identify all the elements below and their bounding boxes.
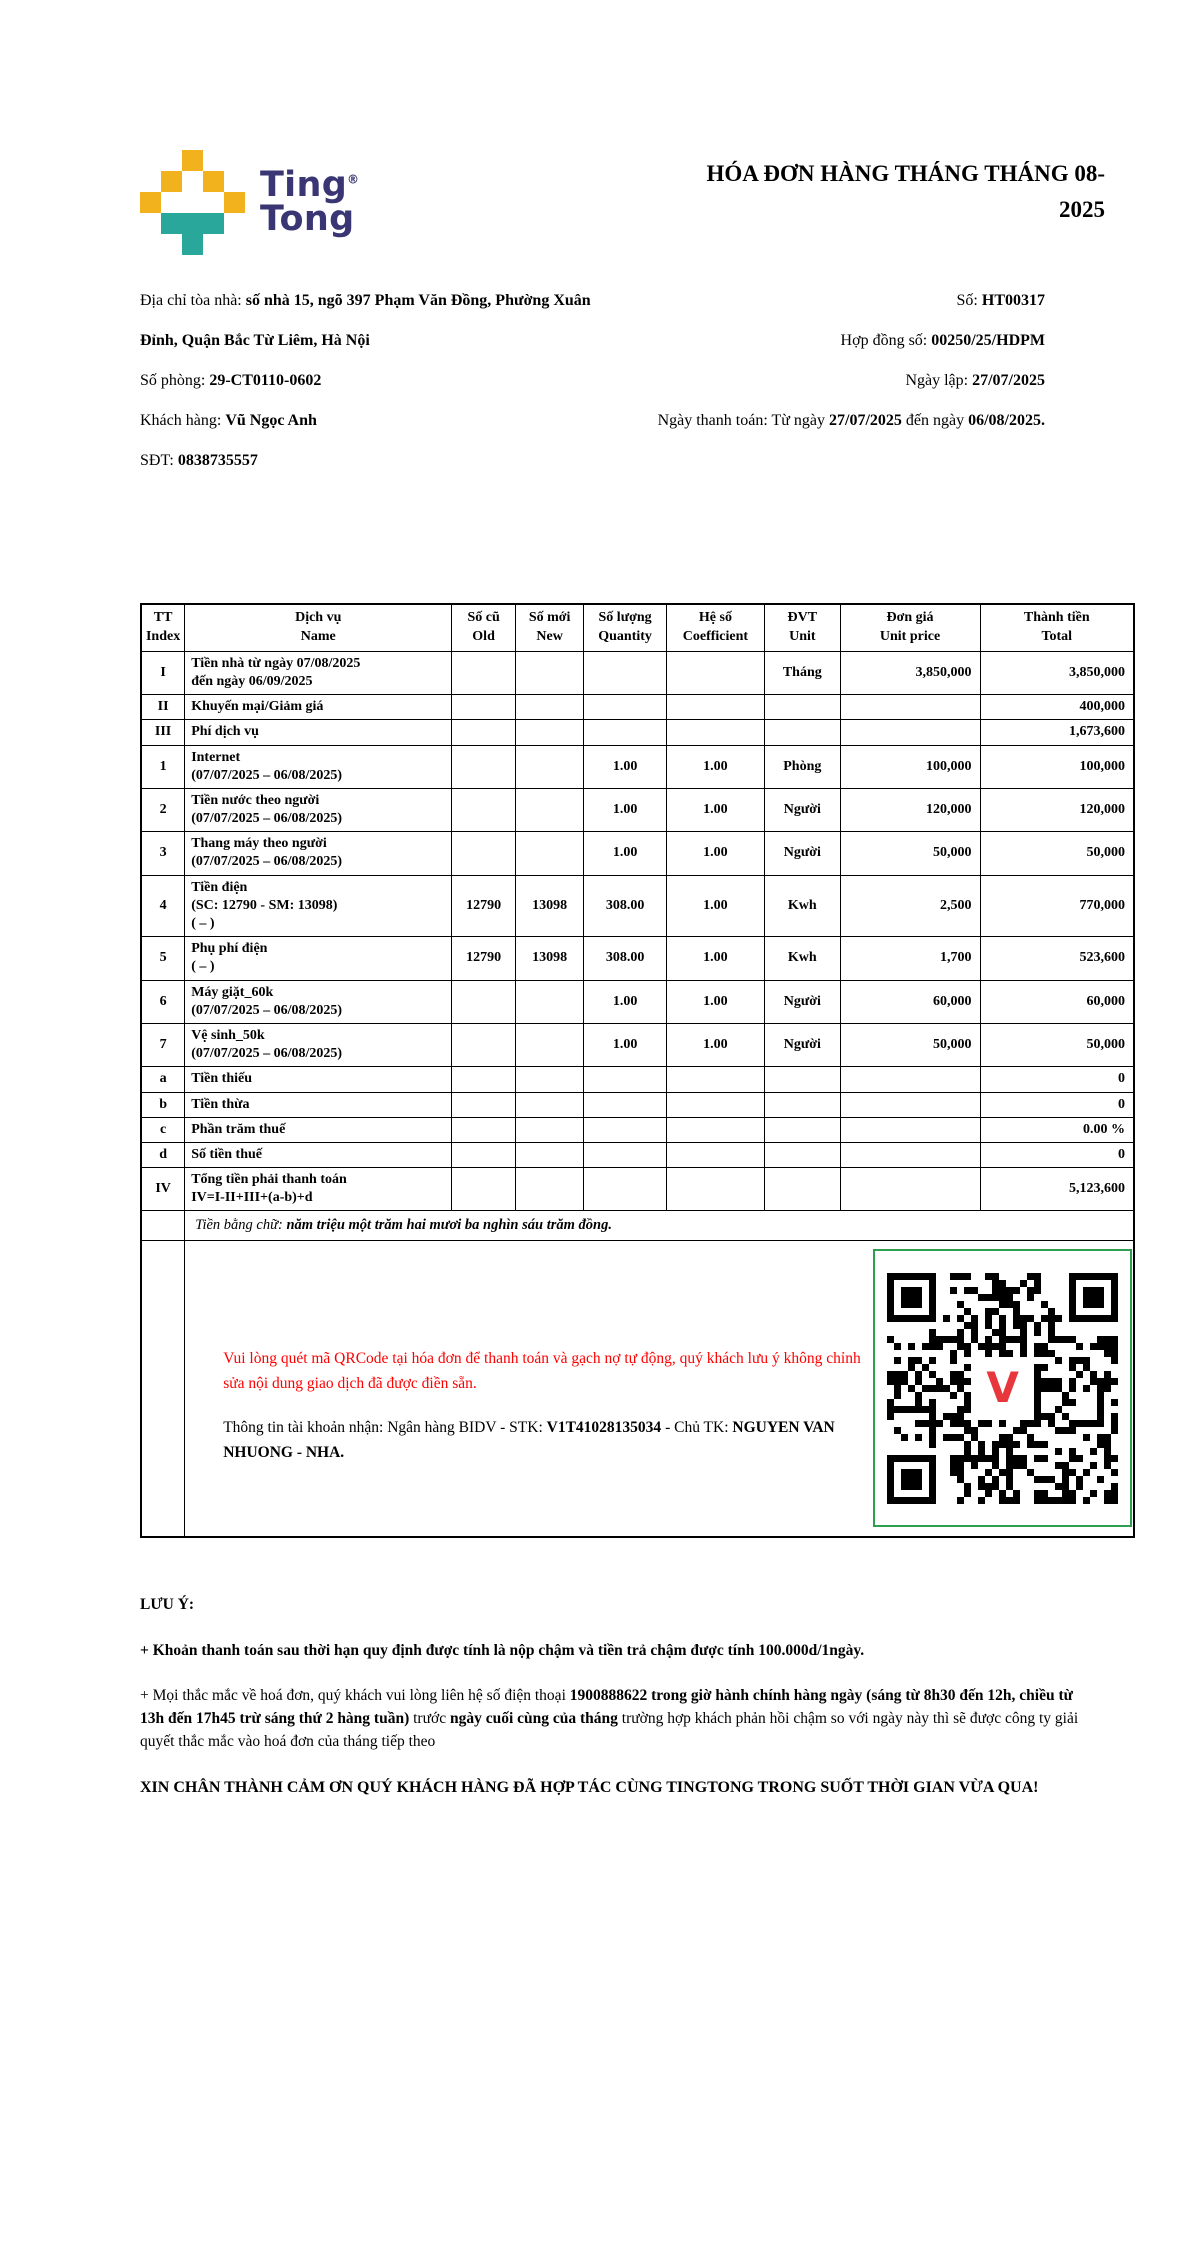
cell-new xyxy=(515,1168,584,1211)
cell-old xyxy=(452,980,516,1023)
cell-total: 5,123,600 xyxy=(980,1168,1134,1211)
cell-total: 60,000 xyxy=(980,980,1134,1023)
tingtong-logo xyxy=(140,150,359,255)
cell-coef xyxy=(666,1067,764,1092)
cell-coef xyxy=(666,695,764,720)
cell-coef xyxy=(666,1142,764,1167)
cell-unit: Người xyxy=(765,1023,840,1066)
cell-unit: Người xyxy=(765,788,840,831)
col-header-quantity: Số lượng Quantity xyxy=(584,604,666,651)
cell-coef xyxy=(666,1117,764,1142)
payment-qr-row xyxy=(141,1241,1134,1538)
cell-price: 120,000 xyxy=(840,788,980,831)
cell-coef xyxy=(666,1168,764,1211)
table-row xyxy=(141,937,1134,980)
cell-index: 5 xyxy=(141,937,185,980)
cell-price: 60,000 xyxy=(840,980,980,1023)
cell-old xyxy=(452,1067,516,1092)
cell-new xyxy=(515,1023,584,1066)
vietqr-v-icon: V xyxy=(977,1362,1029,1414)
col-header-name: Dịch vụ Name xyxy=(185,604,452,651)
cell-unit: Phòng xyxy=(765,745,840,788)
cell-total: 100,000 xyxy=(980,745,1134,788)
cell-name: Khuyến mại/Giảm giá xyxy=(185,695,452,720)
cell-name: Tiền thừa xyxy=(185,1092,452,1117)
table-row xyxy=(141,745,1134,788)
cell-qty xyxy=(584,695,666,720)
cell-index: d xyxy=(141,1142,185,1167)
cell-old xyxy=(452,1092,516,1117)
cell-qty: 308.00 xyxy=(584,875,666,937)
invoice-header xyxy=(140,150,1135,255)
cell-price: 1,700 xyxy=(840,937,980,980)
cell-new xyxy=(515,1067,584,1092)
cell-unit: Người xyxy=(765,832,840,875)
cell-old xyxy=(452,651,516,694)
customer-phone: SĐT: 0838735557 xyxy=(140,452,258,469)
cell-name: Tổng tiền phải thanh toán IV=I-II+III+(a-b)+d xyxy=(185,1168,452,1211)
late-payment-note: + Khoản thanh toán sau thời hạn quy định được tính là nộp chậm và tiền trả chậm được tính 100.000d/1ngày. xyxy=(140,1641,865,1659)
cell-name: Phần trăm thuế xyxy=(185,1117,452,1142)
cell-old xyxy=(452,745,516,788)
notes-heading: LƯU Ý: xyxy=(140,1596,195,1614)
cell-name: Máy giặt_60k (07/07/2025 – 06/08/2025) xyxy=(185,980,452,1023)
col-header-unit-price: Đơn giá Unit price xyxy=(840,604,980,651)
table-row xyxy=(141,1067,1134,1092)
col-header-unit: ĐVT Unit xyxy=(765,604,840,651)
cell-index: III xyxy=(141,720,185,745)
cell-name: Tiền thiếu xyxy=(185,1067,452,1092)
cell-index: 3 xyxy=(141,832,185,875)
invoice-number: Số: HT00317 xyxy=(956,292,1045,309)
invoice-table xyxy=(140,603,1135,1538)
cell-total: 50,000 xyxy=(980,1023,1134,1066)
cell-unit xyxy=(765,1092,840,1117)
cell-coef: 1.00 xyxy=(666,788,764,831)
cell-qty: 1.00 xyxy=(584,745,666,788)
cell-coef: 1.00 xyxy=(666,875,764,937)
cell-price: 50,000 xyxy=(840,1023,980,1066)
cell-price: 3,850,000 xyxy=(840,651,980,694)
cell-name: Phí dịch vụ xyxy=(185,720,452,745)
cell-index: 1 xyxy=(141,745,185,788)
cell-unit xyxy=(765,720,840,745)
cell-old xyxy=(452,832,516,875)
cell-coef xyxy=(666,720,764,745)
cell-total: 0 xyxy=(980,1092,1134,1117)
table-row xyxy=(141,788,1134,831)
table-row xyxy=(141,1142,1134,1167)
cell-name: Số tiền thuế xyxy=(185,1142,452,1167)
col-header-index: TT Index xyxy=(141,604,185,651)
cell-name: Internet (07/07/2025 – 06/08/2025) xyxy=(185,745,452,788)
cell-price xyxy=(840,695,980,720)
cell-coef: 1.00 xyxy=(666,980,764,1023)
cell-name: Vệ sinh_50k (07/07/2025 – 06/08/2025) xyxy=(185,1023,452,1066)
cell-old xyxy=(452,695,516,720)
cell-coef xyxy=(666,651,764,694)
cell-new xyxy=(515,980,584,1023)
payment-qr-code xyxy=(873,1249,1132,1527)
cell-unit: Kwh xyxy=(765,875,840,937)
cell-old xyxy=(452,1117,516,1142)
table-row xyxy=(141,1023,1134,1066)
cell-index: II xyxy=(141,695,185,720)
cell-unit xyxy=(765,1168,840,1211)
cell-total: 400,000 xyxy=(980,695,1134,720)
cell-price xyxy=(840,1117,980,1142)
col-header-old: Số cũ Old xyxy=(452,604,516,651)
amount-in-words-row xyxy=(141,1211,1134,1241)
cell-new: 13098 xyxy=(515,937,584,980)
table-row xyxy=(141,1117,1134,1142)
cell-new xyxy=(515,1092,584,1117)
cell-index: b xyxy=(141,1092,185,1117)
cell-coef: 1.00 xyxy=(666,745,764,788)
cell-qty: 308.00 xyxy=(584,937,666,980)
thank-you-note: XIN CHÂN THÀNH CẢM ƠN QUÝ KHÁCH HÀNG ĐÃ HỢP TÁC CÙNG TINGTONG TRONG SUỐT THỜI GIAN VỪA QUA! xyxy=(140,1778,1039,1796)
cell-qty xyxy=(584,1092,666,1117)
cell-index: IV xyxy=(141,1168,185,1211)
cell-qty xyxy=(584,651,666,694)
tingtong-pixel-arrow-icon xyxy=(140,150,245,255)
cell-old xyxy=(452,1168,516,1211)
cell-new xyxy=(515,745,584,788)
cell-total: 770,000 xyxy=(980,875,1134,937)
contract-number: Hợp đồng số: 00250/25/HDPM xyxy=(840,332,1045,349)
cell-name: Phụ phí điện ( – ) xyxy=(185,937,452,980)
cell-index: a xyxy=(141,1067,185,1092)
cell-qty xyxy=(584,1117,666,1142)
cell-qty: 1.00 xyxy=(584,980,666,1023)
cell-name: Thang máy theo người (07/07/2025 – 06/08/2025) xyxy=(185,832,452,875)
issue-date: Ngày lập: 27/07/2025 xyxy=(905,372,1045,389)
cell-index: c xyxy=(141,1117,185,1142)
table-row xyxy=(141,1092,1134,1117)
cell-coef: 1.00 xyxy=(666,937,764,980)
tingtong-wordmark: Ting® Tong xyxy=(260,165,360,239)
cell-price: 50,000 xyxy=(840,832,980,875)
cell-price xyxy=(840,1142,980,1167)
table-row xyxy=(141,875,1134,937)
cell-total: 523,600 xyxy=(980,937,1134,980)
hotline-note: + Mọi thắc mắc về hoá đơn, quý khách vui lòng liên hệ số điện thoại 1900888622 trong giờ hành chính hàng ngày (sáng từ 8h30 đến 12h, chiều từ 13h đến 17h45 trừ sáng thứ 2 hàng tuần) trước ngày cuối cùng của tháng trường hợp khách phản hồi chậm so với ngày này thì sẽ được công ty giải quyết thắc mắc vào hoá đơn của tháng tiếp theo xyxy=(140,1686,1079,1751)
cell-price: 100,000 xyxy=(840,745,980,788)
customer-name: Khách hàng: Vũ Ngọc Anh xyxy=(140,412,317,429)
cell-unit: Người xyxy=(765,980,840,1023)
cell-new: 13098 xyxy=(515,875,584,937)
invoice-table-header xyxy=(141,604,1134,651)
cell-old xyxy=(452,1142,516,1167)
cell-new xyxy=(515,832,584,875)
invoice-footer xyxy=(140,1593,1135,1799)
cell-qty xyxy=(584,1142,666,1167)
cell-total: 3,850,000 xyxy=(980,651,1134,694)
bank-account-info: Thông tin tài khoản nhận: Ngân hàng BIDV - STK: V1T41028135034 - Chủ TK: NGUYEN VAN NHUONG - NHA. xyxy=(223,1419,835,1462)
registered-mark: ® xyxy=(347,172,360,187)
customer-info xyxy=(140,281,598,481)
invoice-table-body xyxy=(141,651,1134,1211)
cell-new xyxy=(515,720,584,745)
cell-name: Tiền nước theo người (07/07/2025 – 06/08/2025) xyxy=(185,788,452,831)
payment-instructions xyxy=(185,1312,873,1466)
col-header-coefficient: Hệ số Coefficient xyxy=(666,604,764,651)
cell-qty: 1.00 xyxy=(584,1023,666,1066)
cell-old: 12790 xyxy=(452,937,516,980)
cell-total: 0.00 % xyxy=(980,1117,1134,1142)
cell-unit xyxy=(765,695,840,720)
cell-unit xyxy=(765,1067,840,1092)
cell-old xyxy=(452,720,516,745)
cell-qty: 1.00 xyxy=(584,788,666,831)
cell-qty: 1.00 xyxy=(584,832,666,875)
cell-old xyxy=(452,1023,516,1066)
qr-warning-note: Vui lòng quét mã QRCode tại hóa đơn để thanh toán và gạch nợ tự động, quý khách lưu ý không chỉnh sửa nội dung giao dịch đã được điền sẵn. xyxy=(223,1349,861,1392)
invoice-title: HÓA ĐƠN HÀNG THÁNG THÁNG 08- 2025 xyxy=(706,161,1105,222)
cell-total: 50,000 xyxy=(980,832,1134,875)
col-header-total: Thành tiền Total xyxy=(980,604,1134,651)
cell-qty xyxy=(584,1168,666,1211)
cell-coef: 1.00 xyxy=(666,832,764,875)
cell-total: 1,673,600 xyxy=(980,720,1134,745)
cell-unit xyxy=(765,1117,840,1142)
invoice-info xyxy=(140,281,1135,481)
cell-index: 6 xyxy=(141,980,185,1023)
cell-index: 4 xyxy=(141,875,185,937)
col-header-new: Số mới New xyxy=(515,604,584,651)
table-row xyxy=(141,695,1134,720)
cell-price xyxy=(840,1092,980,1117)
table-row xyxy=(141,651,1134,694)
invoice-meta xyxy=(598,281,1135,481)
cell-total: 120,000 xyxy=(980,788,1134,831)
cell-price: 2,500 xyxy=(840,875,980,937)
table-row xyxy=(141,720,1134,745)
cell-old xyxy=(452,788,516,831)
cell-index: 2 xyxy=(141,788,185,831)
cell-qty xyxy=(584,720,666,745)
cell-name: Tiền điện (SC: 12790 - SM: 13098) ( – ) xyxy=(185,875,452,937)
amount-in-words: Tiền bằng chữ: năm triệu một trăm hai mươi ba nghìn sáu trăm đồng. xyxy=(185,1211,1134,1241)
cell-index: 7 xyxy=(141,1023,185,1066)
cell-new xyxy=(515,1117,584,1142)
cell-index: I xyxy=(141,651,185,694)
table-row xyxy=(141,832,1134,875)
table-row xyxy=(141,1168,1134,1211)
cell-old: 12790 xyxy=(452,875,516,937)
cell-price xyxy=(840,1067,980,1092)
cell-price xyxy=(840,1168,980,1211)
cell-new xyxy=(515,1142,584,1167)
cell-price xyxy=(840,720,980,745)
cell-name: Tiền nhà từ ngày 07/08/2025 đến ngày 06/09/2025 xyxy=(185,651,452,694)
payment-period: Ngày thanh toán: Từ ngày 27/07/2025 đến ngày 06/08/2025. xyxy=(657,412,1045,429)
cell-coef: 1.00 xyxy=(666,1023,764,1066)
cell-total: 0 xyxy=(980,1067,1134,1092)
cell-unit: Tháng xyxy=(765,651,840,694)
cell-new xyxy=(515,651,584,694)
room-number: Số phòng: 29-CT0110-0602 xyxy=(140,372,322,389)
table-row xyxy=(141,980,1134,1023)
cell-unit: Kwh xyxy=(765,937,840,980)
cell-coef xyxy=(666,1092,764,1117)
cell-new xyxy=(515,695,584,720)
cell-qty xyxy=(584,1067,666,1092)
cell-total: 0 xyxy=(980,1142,1134,1167)
cell-new xyxy=(515,788,584,831)
building-address: Địa chỉ tòa nhà: số nhà 15, ngõ 397 Phạm Văn Đồng, Phường Xuân Đỉnh, Quận Bắc Từ Liêm, Hà Nội xyxy=(140,292,591,349)
cell-unit xyxy=(765,1142,840,1167)
